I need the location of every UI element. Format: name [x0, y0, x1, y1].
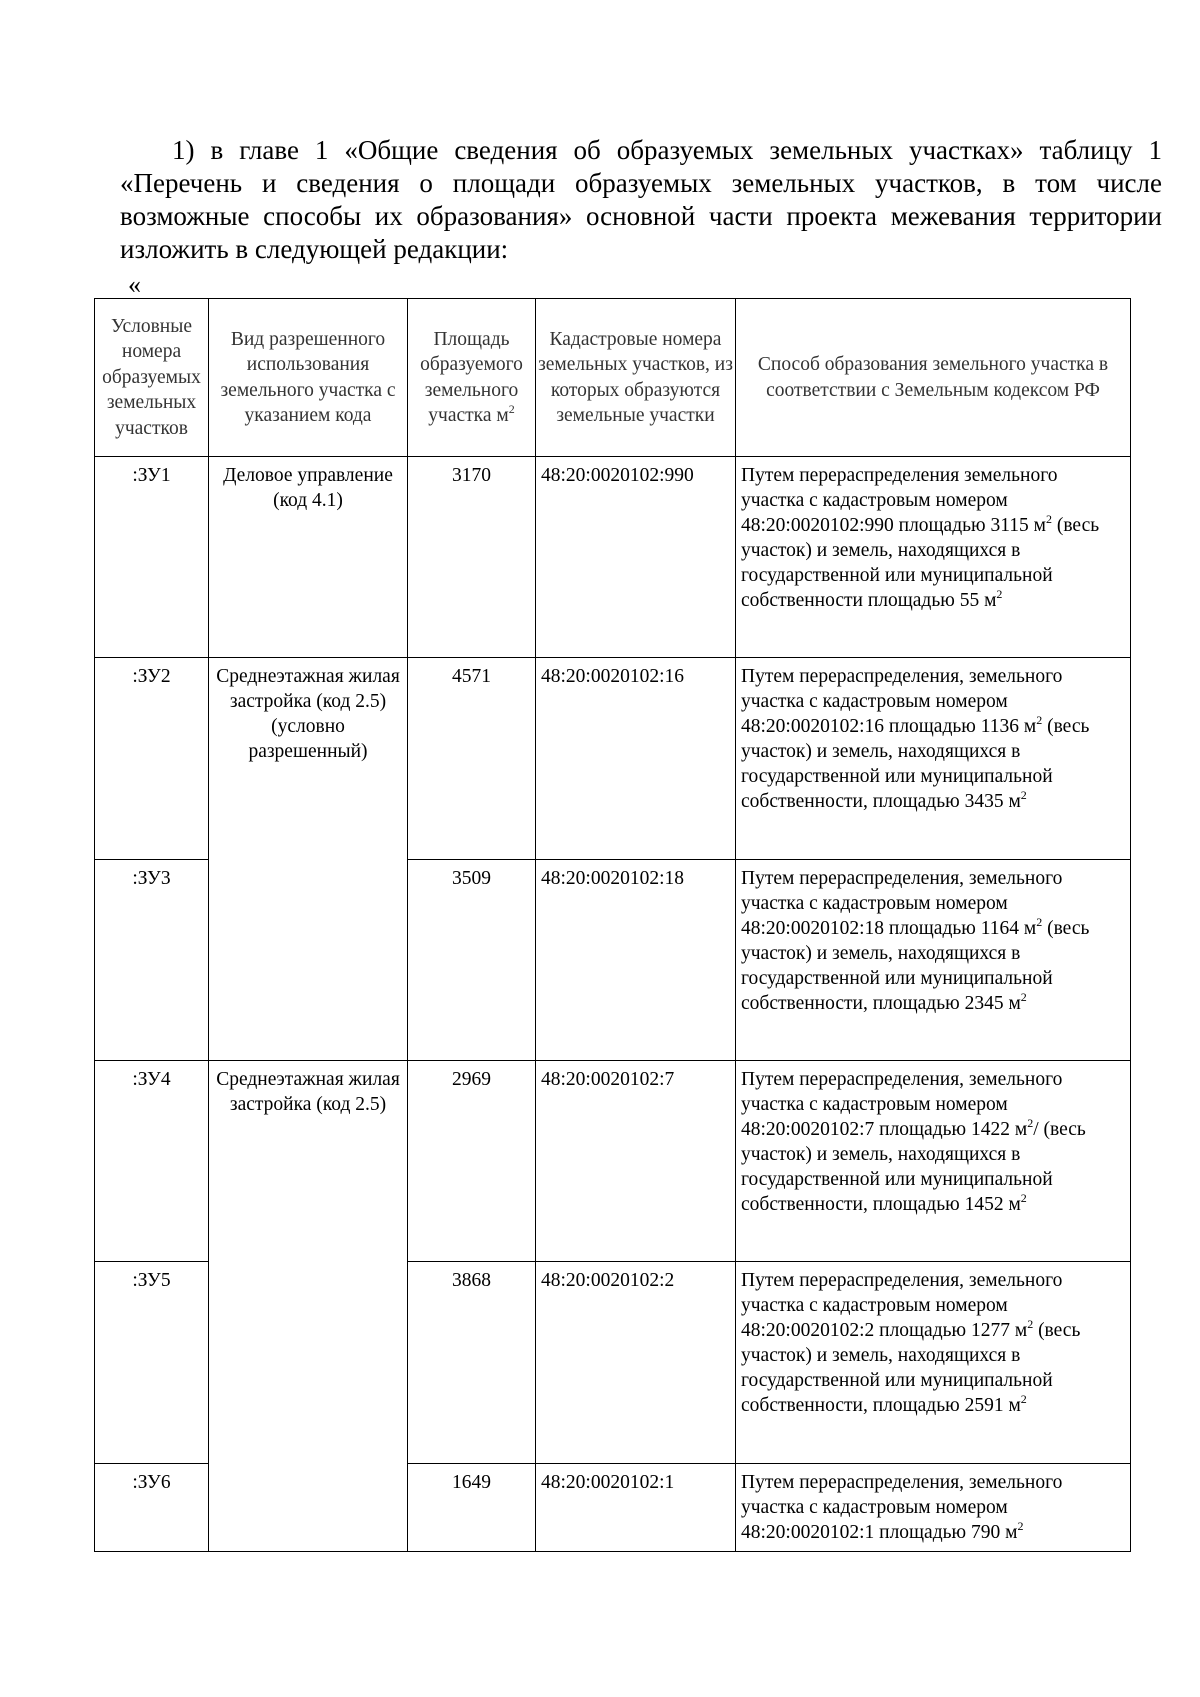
plot-cadastral: 48:20:0020102:2: [536, 1262, 736, 1464]
header-area-sup: 2: [508, 402, 515, 416]
plot-use: Среднеэтажная жилая застройка (код 2.5) (условно разрешенный): [209, 658, 408, 1061]
header-use: Вид разрешенного использования земельного участка с указанием кода: [209, 299, 408, 457]
plot-area: 4571: [408, 658, 536, 860]
plot-method-b: (весь участок) и земель, находящихся в государственной или муниципальной собственности, площадью 3435 м: [741, 716, 1090, 812]
plot-method: [736, 1464, 1131, 1552]
plot-cadastral: 48:20:0020102:1: [536, 1464, 736, 1552]
plot-id: :ЗУ1: [95, 457, 209, 658]
intro-paragraph: [120, 134, 1162, 266]
plot-id: :ЗУ2: [95, 658, 209, 860]
plot-method-a: Путем перераспределения земельного участка с кадастровым номером 48:20:0020102:990 площадью 3115 м: [741, 465, 1058, 536]
plot-id: :ЗУ5: [95, 1262, 209, 1464]
plot-id: :ЗУ6: [95, 1464, 209, 1552]
plot-use: Среднеэтажная жилая застройка (код 2.5): [209, 1061, 408, 1552]
plots-table: [94, 298, 1131, 1552]
plot-method-sup-a: 2: [1036, 915, 1043, 929]
plot-method-sup-b: 2: [996, 587, 1003, 601]
plot-method-b: (весь участок) и земель, находящихся в государственной или муниципальной собственности, площадью 2345 м: [741, 918, 1090, 1014]
plot-method: [736, 658, 1131, 860]
intro-text: в главе 1 «Общие сведения об образуемых земельных участках» таблицу 1 «Перечень и сведения о площади образуемых земельных участков, в том числе возможные способы их образования» основной части проекта межевания территории изложить в следующей редакции:: [120, 135, 1163, 264]
plot-method-a: Путем перераспределения, земельного участка с кадастровым номером 48:20:0020102:1 площадью 790 м: [741, 1472, 1063, 1543]
plot-area: 3868: [408, 1262, 536, 1464]
plot-method-sup-b: 2: [1020, 1191, 1027, 1205]
header-cadastral: Кадастровые номера земельных участков, из которых образуются земельные участки: [536, 299, 736, 457]
table-row: [95, 658, 1131, 860]
intro-number: 1): [172, 135, 195, 165]
plot-area: 2969: [408, 1061, 536, 1262]
plot-area: 3170: [408, 457, 536, 658]
header-row: [95, 299, 1131, 457]
plot-method-b: / (весь участок) и земель, находящихся в государственной или муниципальной собственности, площадью 1452 м: [741, 1119, 1086, 1215]
plot-method: [736, 1061, 1131, 1262]
plot-method-sup-b: 2: [1020, 788, 1027, 802]
plot-cadastral: 48:20:0020102:16: [536, 658, 736, 860]
header-method: Способ образования земельного участка в соответствии с Земельным кодексом РФ: [736, 299, 1131, 457]
plot-method: [736, 457, 1131, 658]
plot-method-sup-b: 2: [1020, 990, 1027, 1004]
header-area-text: Площадь образуемого земельного участка м: [420, 328, 523, 426]
table-row: [95, 1061, 1131, 1262]
plot-method-sup-a: 2: [1045, 512, 1052, 526]
plot-method-a: Путем перераспределения, земельного участка с кадастровым номером 48:20:0020102:2 площадью 1277 м: [741, 1270, 1063, 1341]
plot-method-a: Путем перераспределения, земельного участка с кадастровым номером 48:20:0020102:7 площадью 1422 м: [741, 1069, 1063, 1140]
plot-cadastral: 48:20:0020102:7: [536, 1061, 736, 1262]
plot-method: [736, 860, 1131, 1061]
plot-method-sup-a: 2: [1027, 1317, 1034, 1331]
plot-id: :ЗУ4: [95, 1061, 209, 1262]
plot-method-sup-a: 2: [1027, 1116, 1034, 1130]
plot-method-b: (весь участок) и земель, находящихся в государственной или муниципальной собственности площадью 55 м: [741, 515, 1100, 611]
plot-method: [736, 1262, 1131, 1464]
opening-quote: «: [128, 270, 141, 299]
plot-area: 3509: [408, 860, 536, 1061]
plot-id: :ЗУ3: [95, 860, 209, 1061]
header-area: [408, 299, 536, 457]
plot-method-sup-a: 2: [1017, 1519, 1024, 1533]
plot-method-a: Путем перераспределения, земельного участка с кадастровым номером 48:20:0020102:18 площадью 1164 м: [741, 868, 1063, 939]
plot-method-sup-b: 2: [1020, 1392, 1027, 1406]
plot-area: 1649: [408, 1464, 536, 1552]
plot-method-a: Путем перераспределения, земельного участка с кадастровым номером 48:20:0020102:16 площадью 1136 м: [741, 666, 1063, 737]
plot-method-b: (весь участок) и земель, находящихся в государственной или муниципальной собственности, площадью 2591 м: [741, 1320, 1081, 1416]
plot-method-sup-a: 2: [1036, 713, 1043, 727]
plot-cadastral: 48:20:0020102:18: [536, 860, 736, 1061]
plot-use: Деловое управление (код 4.1): [209, 457, 408, 658]
table-row: [95, 457, 1131, 658]
header-number: Условные номера образуемых земельных участков: [95, 299, 209, 457]
plot-cadastral: 48:20:0020102:990: [536, 457, 736, 658]
